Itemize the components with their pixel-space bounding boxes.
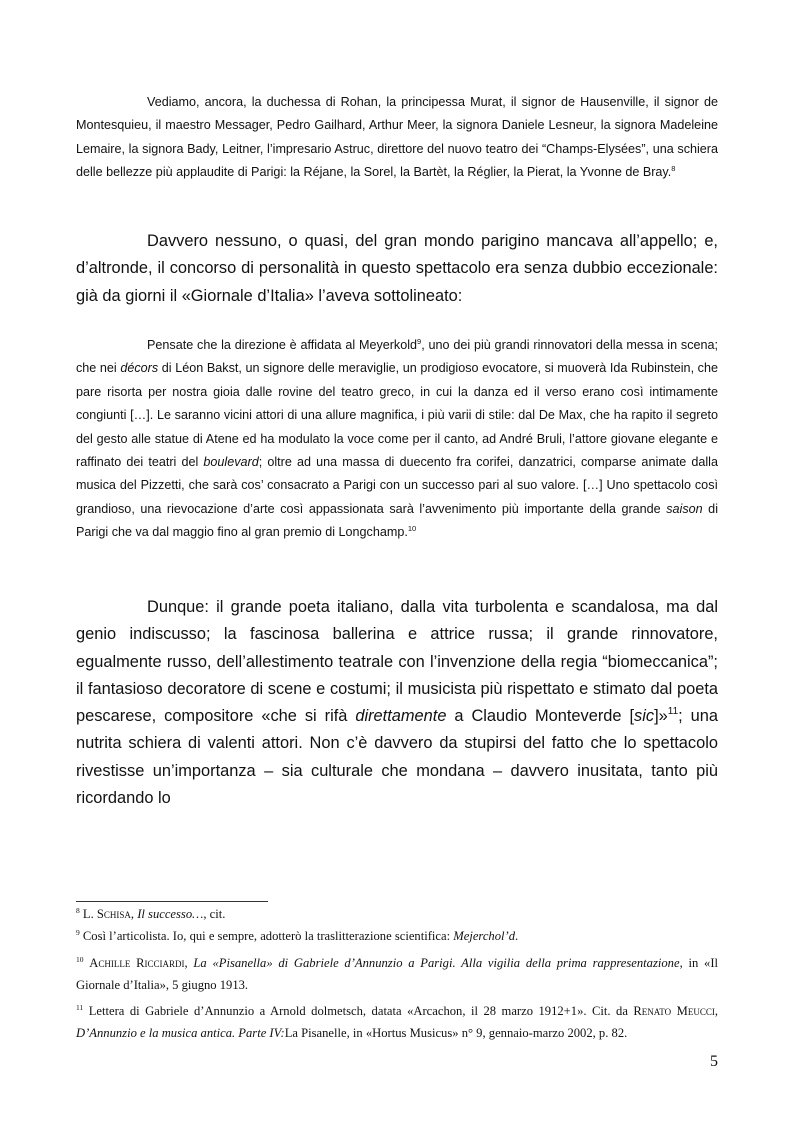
italic-term-sic: sic [634,707,655,726]
author-name: Renato Meucci [633,1004,715,1018]
footnote-text: Così l’articolista. Io, qui e sempre, adotterò la traslitterazione scientifica: [79,929,454,943]
footnote-text: , [714,1004,718,1018]
quote-text-segment: di Léon Bakst, un signore delle meraviglie, un prodigioso evocatore, si muoverà Ida Rubinstein, che pare risorta per nostra gioia dalle rovine del teatro greco, in cui la danza ed il verso erano così intimamente congiunti […]. Le saranno vicini attori di una allure magnifica, i più varii di stile: dal De Max, che ha rapito il segreto del gesto alle statue di Atene ed ha modulato la voce come per il canto, ad André Bruli, l’attore giovane elegante e raffinato dei teatri del [76,361,718,470]
body-paragraph-2 [76,594,718,812]
footnote-11 [76,1001,718,1044]
quote-text-segment: , uno dei più grandi rinnovatori della messa in scena; che nei [76,338,718,376]
paragraph-text-segment: ]» [654,707,668,726]
quote-text-segment: Pensate che la direzione è affidata al Meyerkold [147,338,418,352]
italic-term-direttamente: direttamente [355,707,447,726]
quote-text: Vediamo, ancora, la duchessa di Rohan, la principessa Murat, il signor de Hausenville, il signor de Montesquieu, il maestro Messager, Pedro Gailhard, Arthur Meer, la signora Daniele Lesneur, la signora Madeleine Lemaire, la signora Bady, Leitner, l’impresario Astruc, direttore del nuovo teatro dei “Champs-Elysées”, una schiera delle bellezze più applaudite di Parigi: la Réjane, la Sorel, la Bartèt, la Réglier, la Pierat, la Yvonne de Bray. [76,95,718,180]
work-title: Il successo… [137,907,204,921]
footnote-number: 8 [76,906,80,915]
quote-text-segment: di Parigi che va dal maggio fino al gran premio di Longchamp. [76,501,718,540]
footnote-text: L. [79,907,97,921]
footnote-text: , in «Il Giornale d’Italia», 5 giugno 1913. [76,956,719,992]
italic-term-saison: saison [666,501,703,516]
work-title: D’Annunzio e la musica antica. Parte IV: [76,1025,285,1040]
footnote-text: La Pisanelle, in «Hortus Musicus» n° 9, gennaio-marzo 2002, p. 82. [284,1025,628,1040]
footnote-text: , [130,907,138,921]
paragraph-text-segment: Dunque: il grande poeta italiano, dalla vita turbolenta e scandalosa, ma dal genio indiscusso; la fascinosa ballerina e attrice russa; il grande rinnovatore, egualmente russo, dell’allestimento teatrale con l’invenzione della regia “biomeccanica”; il fantasioso decoratore di scene e costumi; il musicista più rispettato e stimato dal poeta pescarese, compositore «che si rifà [76,598,718,726]
footnote-number: 11 [76,1003,84,1012]
author-name: Schisa [96,907,131,921]
italic-term-decors: décors [120,361,159,376]
footnote-text: . [515,929,519,943]
paragraph-text: Davvero nessuno, o quasi, del gran mondo parigino mancava all’appello; e, d’altronde, il concorso di personalità in questo spettacolo era senza dubbio eccezionale: già da giorni il «Giornale d’Italia» l’aveva sottolineato: [76,232,718,305]
footnote-8 [76,904,718,926]
block-quote-guest-list [76,91,718,185]
footnote-text: , cit. [203,907,226,921]
work-title: La «Pisanella» di Gabriele d’Annunzio a Parigi. Alla vigilia della prima rappresentazione [193,956,680,970]
footnote-ref-11[interactable]: 11 [667,706,679,718]
footnote-ref-9[interactable]: 9 [417,337,422,346]
transliteration: Mejerchol’d [453,929,516,943]
footnote-separator [76,901,268,902]
body-paragraph-1 [76,228,718,310]
footnote-9 [76,926,718,948]
footnote-text: , [184,956,194,970]
footnote-ref-10[interactable]: 10 [407,524,417,534]
footnote-10 [76,953,718,996]
footnote-number: 10 [76,955,84,964]
italic-term-boulevard: boulevard [203,455,259,470]
paragraph-text-segment: a Claudio Monteverde [ [446,707,635,726]
footnote-text: Lettera di Gabriele d’Annunzio a Arnold dolmetsch, datata «Arcachon, il 28 marzo 1912+1». Cit. da [83,1004,634,1018]
block-quote-giornale-ditalia [76,334,718,545]
author-name: Achille Ricciardi [89,956,185,970]
footnote-number: 9 [76,928,80,937]
footnote-ref-8[interactable]: 8 [671,164,676,174]
paragraph-text-segment: ; una nutrita schiera di valenti attori. Non c’è davvero da stupirsi del fatto che lo spettacolo rivestisse un’importanza – sia culturale che mondana – davvero inusitata, tanto più ricordando lo [76,707,718,808]
quote-text-segment: ; oltre ad una massa di duecento fra corifei, danzatrici, comparse animate dalla musica del Pizzetti, che sarà cos’ consacrato a Parigi con un successo pari al suo valore. […] Uno spettacolo così grandioso, una rievocazione d’arte così appassionata sarà l’avvenimento più importante della grande [76,455,718,516]
page-number: 5 [710,1053,718,1070]
